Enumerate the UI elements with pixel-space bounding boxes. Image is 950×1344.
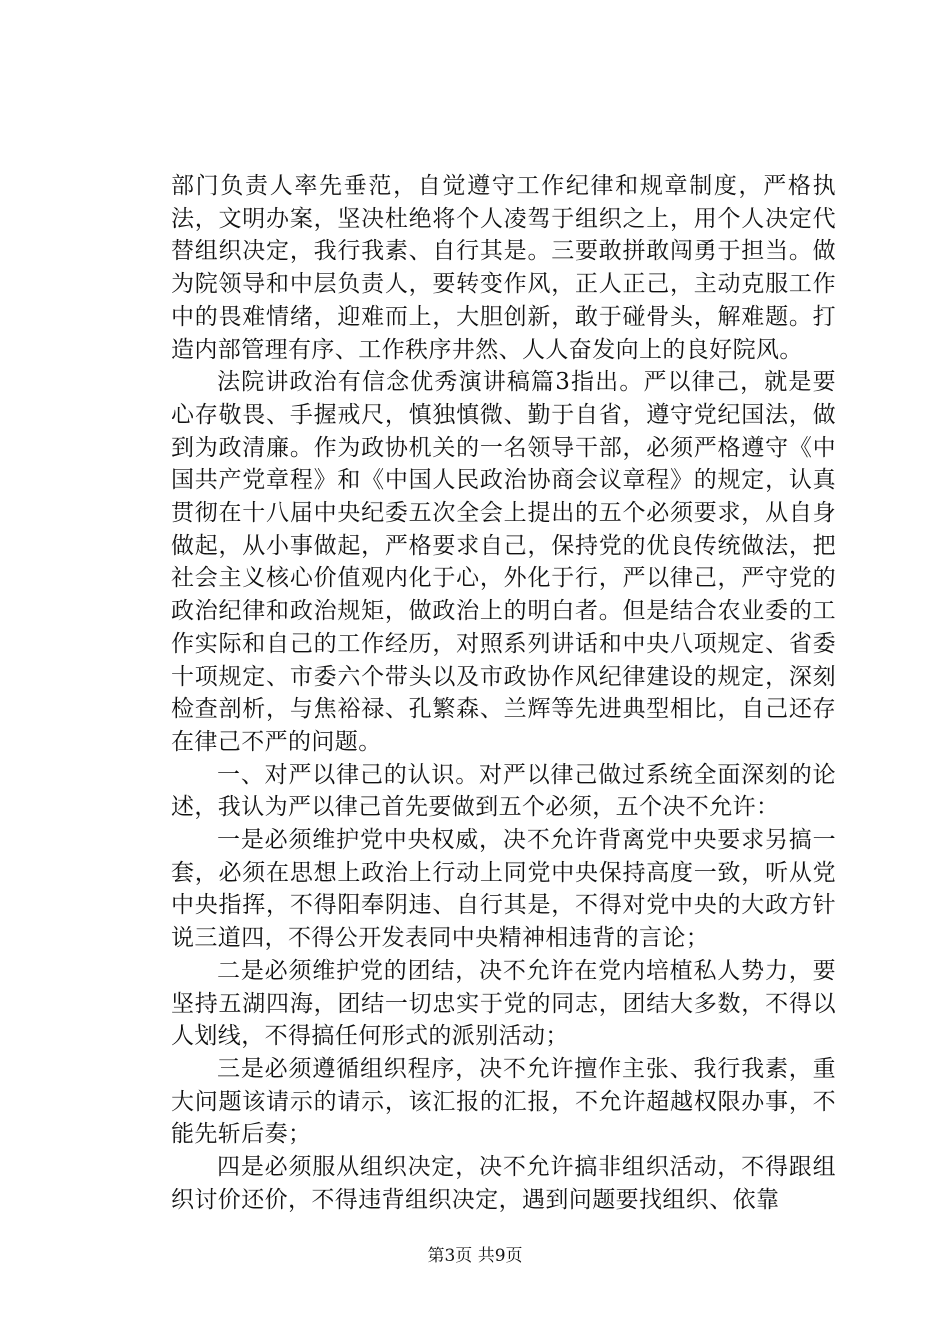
paragraph-1: 部门负责人率先垂范，自觉遵守工作纪律和规章制度，严格执法，文明办案，坚决杜绝将个人凌驾于组织之上，用个人决定代替组织决定，我行我素、自行其是。三要敢拼敢闯勇于担当。做为院领导和中层负责人，要转变作风，正人正己，主动克服工作中的畏难情绪，迎难而上，大胆创新，敢于碰骨头，解难题。打造内部管理有序、工作秩序井然、人人奋发向上的良好院风。 — [171, 173, 836, 363]
document-body — [171, 170, 836, 1217]
paragraph-4: 一是必须维护党中央权威，决不允许背离党中央要求另搞一套，必须在思想上政治上行动上同党中央保持高度一致，听从党中央指挥，不得阳奉阴违、自行其是，不得对党中央的大政方针说三道四，不得公开发表同中央精神相违背的言论； — [171, 827, 836, 952]
paragraph-6: 三是必须遵循组织程序，决不允许擅作主张、我行我素，重大问题该请示的请示，该汇报的汇报，不允许超越权限办事，不能先斩后奏； — [171, 1055, 836, 1148]
paragraph-2: 法院讲政治有信念优秀演讲稿篇3指出。严以律己，就是要心存敬畏、手握戒尺，慎独慎微、勤于自省，遵守党纪国法，做到为政清廉。作为政协机关的一名领导干部，必须严格遵守《中国共产党章程》和《中国人民政治协商会议章程》的规定，认真贯彻在十八届中央纪委五次全会上提出的五个必须要求，从自身做起，从小事做起，严格要求自己，保持党的优良传统做法，把社会主义核心价值观内化于心，外化于行，严以律己，严守党的政治纪律和政治规矩，做政治上的明白者。但是结合农业委的工作实际和自己的工作经历，对照系列讲话和中央八项规定、省委十项规定、市委六个带头以及市政协作风纪律建设的规定，深刻检查剖析，与焦裕禄、孔繁森、兰辉等先进典型相比，自己还存在律己不严的问题。 — [171, 369, 836, 755]
paragraph-5: 二是必须维护党的团结，决不允许在党内培植私人势力，要坚持五湖四海，团结一切忠实于党的同志，团结大多数，不得以人划线，不得搞任何形式的派别活动； — [171, 957, 836, 1050]
paragraph-3: 一、对严以律己的认识。对严以律己做过系统全面深刻的论述，我认为严以律己首先要做到五个必须，五个决不允许： — [171, 761, 836, 821]
page-footer: 第3页 共9页 — [427, 1246, 523, 1266]
paragraph-7: 四是必须服从组织决定，决不允许搞非组织活动，不得跟组织讨价还价，不得违背组织决定，遇到问题要找组织、依靠 — [171, 1154, 836, 1213]
